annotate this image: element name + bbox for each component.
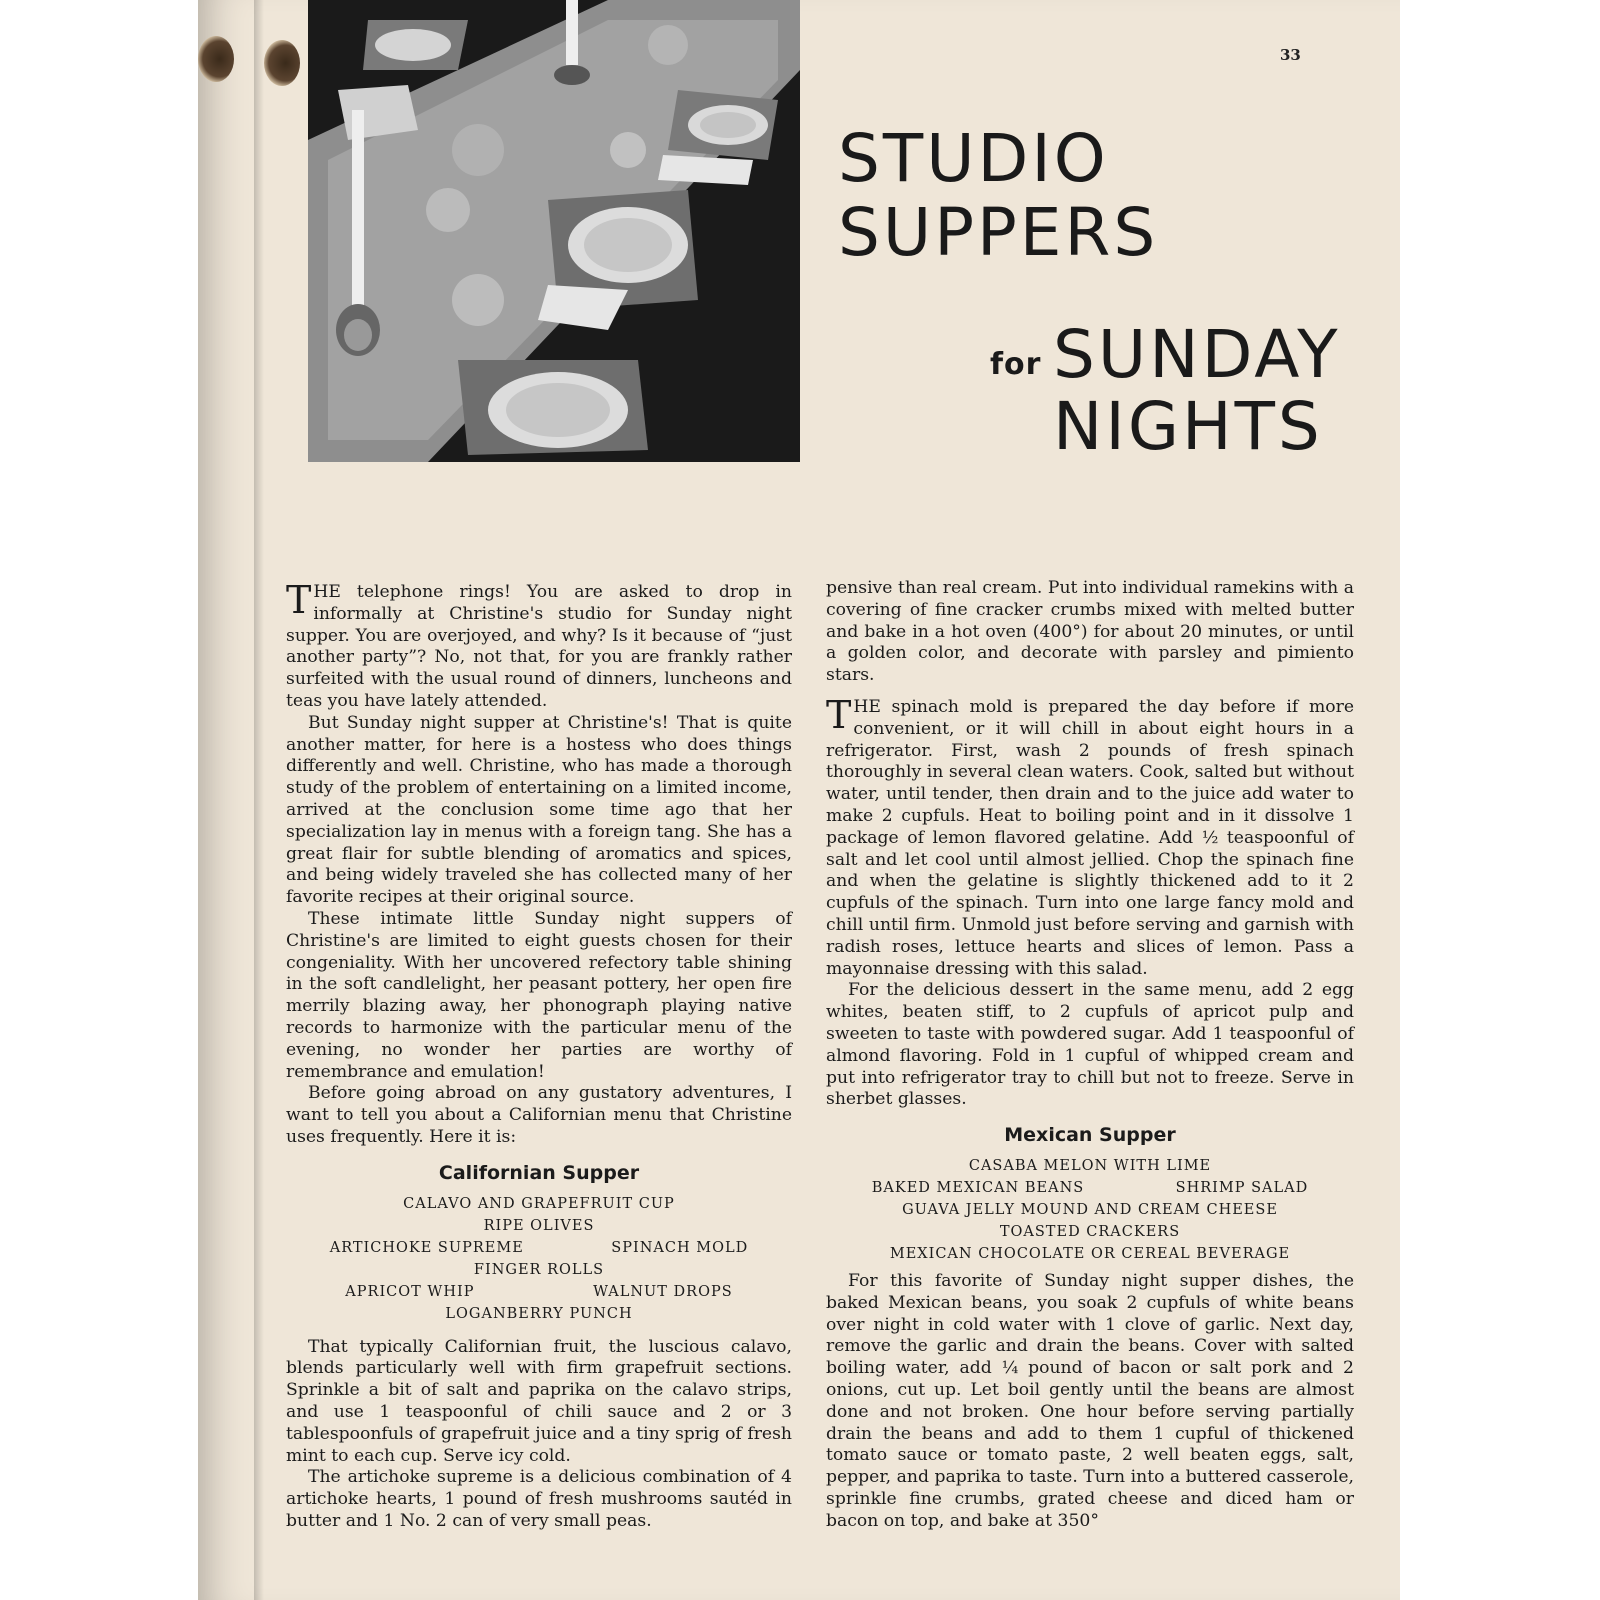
right-article-column [826, 578, 1354, 1532]
headline-line-studio: STUDIO [838, 120, 1109, 197]
paragraph: For the delicious dessert in the same menu, add 2 egg whites, beaten stiff, to 2 cupfuls of apricot pulp and sweeten to taste with powdered sugar. Add 1 teaspoonful of almond flavoring. Fold in 1 cupful of whipped cream and put into refrigerator tray to chill but not to freeze. Serve in sherbet glasses. [826, 980, 1354, 1110]
headline-line-nights: NIGHTS [1053, 388, 1323, 465]
left-article-column [286, 578, 792, 1533]
menu-title-mexican: Mexican Supper [1004, 1124, 1176, 1147]
binder-hole-icon [264, 40, 300, 86]
paragraph-text: HE spinach mold is prepared the day before if more convenient, or it will chill in about eight hours in a refrigerator. First, wash 2 pounds of fresh spinach thoroughly in several clean waters. Cook, salted but without water, until tender, then drain and to the juice add water to make 2 cupfuls. Heat to boiling point and in it dissolve 1 package of lemon flavored gelatine. Add ½ teaspoonful of salt and let cool until almost jellied. Chop the spinach fine and when the gelatine is slightly thickened add to it 2 cupfuls of the spinach. Turn into one large fancy mold and chill until firm. Unmold just before serving and garnish with radish roses, lettuce hearts and slices of lemon. Pass a mayonnaise dressing with this salad. [826, 696, 1354, 979]
dropcap: T [826, 692, 852, 737]
menu-item: TOASTED CRACKERS [999, 1223, 1181, 1240]
paragraph: Before going abroad on any gustatory adventures, I want to tell you about a Californian menu that Christine uses frequently. Here it is: [286, 1083, 792, 1147]
background-left [0, 0, 200, 1600]
paragraph: pensive than real cream. Put into individual ramekins with a covering of fine cracker crumbs mixed with melted butter and bake in a hot oven (400°) for about 20 minutes, or until a golden color, and decorate with parsley and pimiento stars. [826, 578, 1354, 686]
menu-item: FINGER ROLLS [473, 1261, 605, 1278]
paragraph: For this favorite of Sunday night supper dishes, the baked Mexican beans, you soak 2 cupfuls of white beans over night in cold water with 1 clove of garlic. Next day, remove the garlic and drain the beans. Cover with salted boiling water, add ¼ pound of bacon or salt pork and 2 onions, cut up. Let boil gently until the beans are almost done and not broken. One hour before serving partially drain the beans and add to them 1 cupful of thickened tomato sauce or tomato paste, 2 well beaten eggs, salt, pepper, and paprika to taste. Turn into a buttered casserole, sprinkle fine crumbs, grated cheese and diced ham or bacon on top, and bake at 350° [826, 1270, 1354, 1531]
menu-item: BAKED MEXICAN BEANS [871, 1179, 1085, 1196]
menu-item: SPINACH MOLD [611, 1239, 749, 1256]
page-fold-shadow [254, 0, 264, 1600]
dropcap: T [286, 578, 312, 622]
menu-item: MEXICAN CHOCOLATE OR CEREAL BEVERAGE [889, 1245, 1291, 1262]
headline-word-for: for [990, 347, 1042, 382]
table-setting-illustration [308, 0, 800, 462]
binder-hole-icon [198, 36, 234, 82]
menu-item: CALAVO AND GRAPEFRUIT CUP [403, 1195, 675, 1212]
menu-item: APRICOT WHIP [345, 1283, 475, 1300]
page-number: 33 [1280, 46, 1301, 64]
menu-item-pair [826, 1177, 1354, 1199]
menu-item-pair [286, 1281, 792, 1303]
magazine-page [198, 0, 1400, 1600]
menu-title-californian: Californian Supper [438, 1161, 640, 1184]
paragraph: The artichoke supreme is a delicious combination of 4 artichoke hearts, 1 pound of fresh mushrooms sautéd in butter and 1 No. 2 can of very small peas. [286, 1467, 792, 1531]
headline-line-sunday: SUNDAY [1053, 316, 1341, 393]
menu-item: ARTICHOKE SUPREME [329, 1239, 524, 1256]
paragraph: These intimate little Sunday night suppers of Christine's are limited to eight guests chosen for their congeniality. With her uncovered refectory table shining in the soft candlelight, her peasant pottery, her open fire merrily blazing away, her phonograph playing native records to harmonize with the particular menu of the evening, no wonder her parties are worthy of remembrance and emulation! [286, 908, 792, 1082]
menu-item-pair [286, 1237, 792, 1259]
paragraph-text: HE telephone rings! You are asked to drop in informally at Christine's studio for Sunday night supper. You are overjoyed, and why? Is it because of “just another party”? No, not that, for you are frankly rather surfeited with the usual round of dinners, luncheons and teas you have lately attended. [286, 582, 792, 711]
paragraph: But Sunday night supper at Christine's! That is quite another matter, for here is a hostess who does things differently and well. Christine, who has made a thorough study of the problem of entertaining on a limited income, arrived at the conclusion some time ago that her specialization lay in menus with a foreign tang. She has a great flair for subtle blending of aromatics and spices, and being widely traveled she has collected many of her favorite recipes at their original source. [286, 712, 792, 908]
spinach-paragraph [826, 692, 1354, 980]
menu-item: WALNUT DROPS [593, 1283, 733, 1300]
paragraph: That typically Californian fruit, the luscious calavo, blends particularly well with firm grapefruit sections. Sprinkle a bit of salt and paprika on the calavo strips, and use 1 teaspoonful of chili sauce and 2 or 3 tablespoonfuls of grapefruit juice and a tiny sprig of fresh mint to each cup. Serve icy cold. [286, 1336, 792, 1466]
menu-item: LOGANBERRY PUNCH [445, 1305, 633, 1322]
headline-line-suppers: SUPPERS [838, 194, 1159, 271]
menu-item: GUAVA JELLY MOUND AND CREAM CHEESE [902, 1201, 1278, 1218]
menu-item: RIPE OLIVES [483, 1217, 595, 1234]
menu-item: CASABA MELON WITH LIME [968, 1157, 1212, 1174]
intro-paragraph [286, 578, 792, 713]
table-setting-photo [308, 0, 800, 462]
menu-item: SHRIMP SALAD [1175, 1179, 1309, 1196]
